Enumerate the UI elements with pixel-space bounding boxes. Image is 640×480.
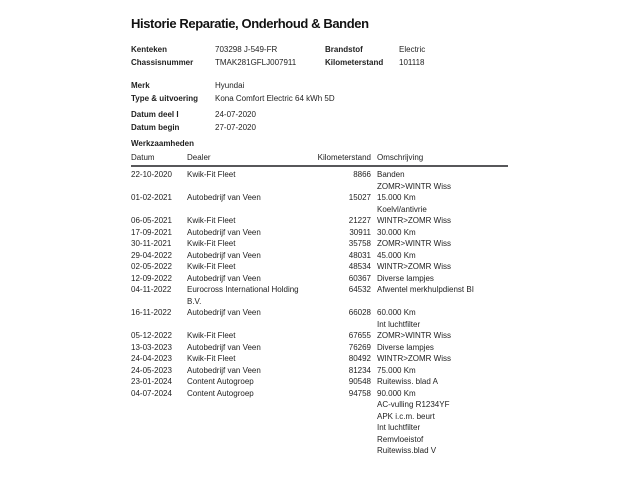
cell-datum: 01-02-2021 — [131, 193, 172, 202]
table-row — [131, 250, 508, 262]
omschrijving-line: 45.000 Km — [377, 250, 416, 260]
cell-datum: 06-05-2021 — [131, 216, 172, 225]
cell-dealer: Content Autogroep — [187, 388, 254, 398]
type-uitvoering-label: Type & uitvoering — [131, 94, 198, 103]
service-history-table — [131, 152, 508, 457]
cell-dealer: Autobedrijf van Veen — [187, 250, 261, 260]
cell-dealer: Content Autogroep — [187, 377, 254, 386]
brandstof-label: Brandstof — [325, 45, 363, 54]
table-row — [131, 365, 508, 377]
omschrijving-line: ZOMR>WINTR Wiss — [377, 331, 451, 340]
cell-omschrijving — [377, 169, 508, 192]
cell-kilometerstand: 8866 — [353, 170, 371, 179]
cell-kilometerstand: 60367 — [348, 273, 371, 283]
cell-omschrijving — [377, 238, 508, 250]
omschrijving-line: Banden — [377, 170, 405, 179]
column-header-kilometerstand: Kilometerstand — [317, 153, 371, 162]
datum-deel-1-value: 24-07-2020 — [215, 110, 256, 119]
cell-omschrijving — [377, 365, 508, 377]
datum-begin-value: 27-07-2020 — [215, 123, 256, 132]
cell-datum: 04-07-2024 — [131, 388, 172, 398]
omschrijving-line: Remvloeistof — [377, 434, 424, 444]
werkzaamheden-section-title: Werkzaamheden — [131, 139, 194, 148]
table-row — [131, 238, 508, 250]
omschrijving-line: 30.000 Km — [377, 227, 416, 237]
cell-omschrijving — [377, 261, 508, 273]
omschrijving-line: Diverse lampjes — [377, 342, 434, 352]
cell-dealer: Kwik-Fit Fleet — [187, 354, 236, 363]
cell-kilometerstand: 48031 — [348, 250, 371, 260]
table-row — [131, 215, 508, 227]
cell-datum: 30-11-2021 — [131, 239, 172, 248]
kv-row-chassisnummer — [131, 56, 425, 69]
cell-omschrijving — [377, 215, 508, 227]
omschrijving-line: WINTR>ZOMR Wiss — [377, 262, 451, 271]
omschrijving-line: WINTR>ZOMR Wiss — [377, 354, 451, 363]
omschrijving-line: Koelvl/antivrie — [377, 204, 427, 214]
kv-row-datum-begin — [131, 121, 325, 134]
omschrijving-line: 90.000 Km — [377, 388, 416, 398]
cell-datum: 13-03-2023 — [131, 342, 172, 352]
cell-dealer: Kwik-Fit Fleet — [187, 262, 236, 271]
vehicle-brand-block — [131, 79, 335, 105]
omschrijving-line: AC-vulling R1234YF — [377, 400, 450, 409]
cell-dealer: Kwik-Fit Fleet — [187, 170, 236, 179]
cell-kilometerstand: 64532 — [348, 285, 371, 294]
table-row — [131, 342, 508, 354]
table-row — [131, 169, 508, 192]
omschrijving-line: Int luchtfilter — [377, 319, 421, 329]
cell-dealer: Kwik-Fit Fleet — [187, 216, 236, 225]
service-table-body — [131, 167, 508, 457]
cell-omschrijving — [377, 376, 508, 388]
kilometerstand-label: Kilometerstand — [325, 58, 384, 67]
cell-datum: 16-11-2022 — [131, 308, 172, 317]
omschrijving-line: Int luchtfilter — [377, 423, 421, 432]
omschrijving-line: ZOMR>WINTR Wiss — [377, 181, 451, 191]
chassisnummer-value: TMAK281GFLJ007911 — [215, 58, 297, 67]
table-row — [131, 227, 508, 239]
cell-datum: 02-05-2022 — [131, 262, 172, 271]
cell-omschrijving — [377, 330, 508, 342]
omschrijving-line: APK i.c.m. beurt — [377, 411, 435, 421]
cell-dealer: Autobedrijf van Veen — [187, 227, 261, 237]
kilometerstand-value: 101118 — [399, 58, 425, 67]
cell-omschrijving — [377, 284, 508, 296]
cell-omschrijving — [377, 342, 508, 354]
datum-begin-label: Datum begin — [131, 123, 180, 132]
cell-omschrijving — [377, 353, 508, 365]
cell-dealer: Kwik-Fit Fleet — [187, 239, 236, 248]
kv-row-kenteken — [131, 43, 425, 56]
service-table-header — [131, 152, 508, 167]
cell-kilometerstand: 48534 — [348, 262, 371, 271]
cell-kilometerstand: 94758 — [348, 388, 371, 398]
kv-row-datum-deel-1 — [131, 108, 325, 121]
cell-kilometerstand: 90548 — [348, 377, 371, 386]
column-header-omschrijving: Omschrijving — [377, 153, 424, 162]
vehicle-identity-block — [131, 43, 425, 69]
cell-omschrijving — [377, 250, 508, 262]
cell-omschrijving — [377, 273, 508, 285]
omschrijving-line: Diverse lampjes — [377, 273, 434, 283]
chassisnummer-label: Chassisnummer — [131, 58, 194, 67]
omschrijving-line: Ruitewiss.blad V — [377, 446, 437, 455]
cell-omschrijving — [377, 307, 508, 330]
cell-dealer: Kwik-Fit Fleet — [187, 331, 236, 340]
cell-kilometerstand: 35758 — [348, 239, 371, 248]
omschrijving-line: 15.000 Km — [377, 193, 416, 202]
cell-kilometerstand: 76269 — [348, 342, 371, 352]
table-row — [131, 330, 508, 342]
cell-datum: 24-04-2023 — [131, 354, 172, 363]
datum-deel-1-label: Datum deel I — [131, 110, 179, 119]
cell-datum: 04-11-2022 — [131, 285, 172, 294]
cell-datum: 17-09-2021 — [131, 227, 172, 237]
cell-datum: 23-01-2024 — [131, 377, 172, 386]
cell-datum: 29-04-2022 — [131, 250, 172, 260]
table-row — [131, 353, 508, 365]
table-row — [131, 284, 508, 307]
cell-kilometerstand: 30911 — [349, 227, 371, 237]
cell-datum: 24-05-2023 — [131, 365, 172, 375]
merk-label: Merk — [131, 81, 150, 90]
omschrijving-line: ZOMR>WINTR Wiss — [377, 239, 451, 248]
cell-datum: 05-12-2022 — [131, 331, 172, 340]
column-header-dealer: Dealer — [187, 153, 211, 162]
table-row — [131, 376, 508, 388]
table-row — [131, 307, 508, 330]
merk-value: Hyundai — [215, 81, 245, 90]
omschrijving-line: Afwentel merkhulpdienst BI — [377, 285, 474, 294]
omschrijving-line: 60.000 Km — [377, 308, 416, 317]
page-title: Historie Reparatie, Onderhoud & Banden — [131, 16, 369, 31]
cell-omschrijving — [377, 192, 508, 215]
kv-row-type-uitvoering — [131, 92, 335, 105]
kenteken-label: Kenteken — [131, 45, 168, 54]
omschrijving-line: WINTR>ZOMR Wiss — [377, 216, 451, 225]
cell-kilometerstand: 21227 — [348, 216, 371, 225]
table-row — [131, 388, 508, 457]
kv-row-merk — [131, 79, 325, 92]
column-header-datum: Datum — [131, 153, 155, 162]
registration-dates-block — [131, 108, 325, 134]
brandstof-value: Electric — [399, 45, 426, 54]
cell-dealer: Autobedrijf van Veen — [187, 365, 261, 375]
kenteken-value: 703298 J-549-FR — [215, 45, 278, 54]
cell-kilometerstand: 15027 — [348, 193, 371, 202]
cell-omschrijving — [377, 227, 508, 239]
table-row — [131, 192, 508, 215]
cell-omschrijving — [377, 388, 508, 457]
cell-dealer: Autobedrijf van Veen — [187, 342, 261, 352]
cell-datum: 22-10-2020 — [131, 170, 172, 179]
cell-dealer: Autobedrijf van Veen — [187, 273, 261, 283]
cell-dealer: Autobedrijf van Veen — [187, 308, 261, 317]
type-uitvoering-value: Kona Comfort Electric 64 kWh 5D — [215, 94, 335, 103]
table-row — [131, 273, 508, 285]
omschrijving-line: 75.000 Km — [377, 365, 416, 375]
cell-dealer: Autobedrijf van Veen — [187, 193, 261, 202]
cell-kilometerstand: 80492 — [348, 354, 371, 363]
cell-kilometerstand: 67655 — [348, 331, 371, 340]
cell-datum: 12-09-2022 — [131, 273, 172, 283]
cell-kilometerstand: 81234 — [348, 365, 371, 375]
cell-kilometerstand: 66028 — [348, 308, 371, 317]
table-row — [131, 261, 508, 273]
cell-dealer: Eurocross International Holding B.V. — [187, 285, 299, 306]
omschrijving-line: Ruitewiss. blad A — [377, 377, 438, 386]
